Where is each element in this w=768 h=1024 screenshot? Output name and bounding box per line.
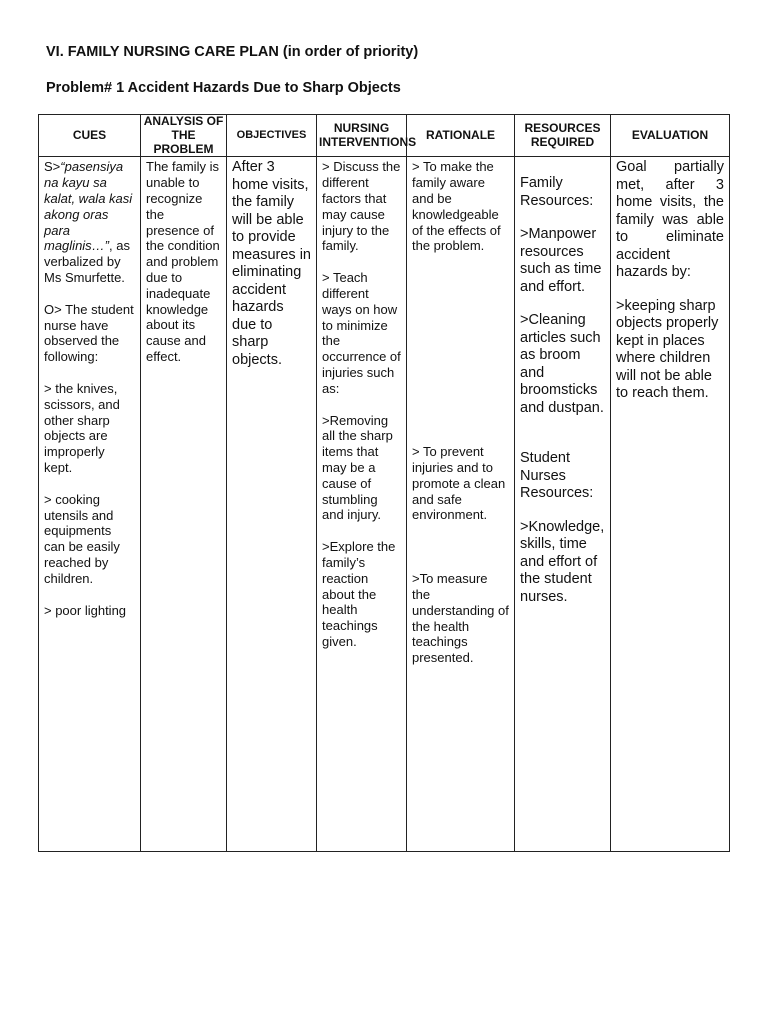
intervention-item: >Explore the family’s reaction about the health teachings given.: [322, 539, 396, 649]
rationale-item: > To make the family aware and be knowledgeable of the effects of the problem.: [412, 159, 501, 254]
section-title: VI. FAMILY NURSING CARE PLAN (in order of priority): [46, 44, 419, 60]
resource-item: Student Nurses Resources:: [520, 450, 594, 502]
objective-cue: O> The student nurse have observed the following:: [44, 301, 134, 365]
header-interventions: NURSING INTERVENTIONS: [317, 115, 407, 157]
cue-item: > poor lighting: [44, 602, 127, 618]
header-rationale: RATIONALE: [407, 115, 515, 157]
cue-item: > the knives, scissors, and other sharp objects are improperly kept.: [44, 380, 120, 475]
objectives-text: After 3 home visits, the family will be able to provide measures in eliminating accident hazards due to sharp objects.: [232, 159, 311, 368]
rationale-item: >To measure the understanding of the health teachings presented.: [412, 571, 509, 666]
table-row: [39, 157, 730, 852]
problem-title: Problem# 1 Accident Hazards Due to Sharp Objects: [46, 80, 401, 96]
resources-cell: [515, 157, 611, 852]
cues-cell: [39, 157, 141, 852]
subjective-cue: [44, 159, 135, 285]
header-cues: CUES: [39, 115, 141, 157]
evaluation-item: >keeping sharp objects properly kept in places where children will not be able to reach them.: [616, 297, 719, 402]
evaluation-cell: [611, 157, 730, 852]
rationale-cell: [407, 157, 515, 852]
rationale-item: > To prevent injuries and to promote a clean and safe environment.: [412, 444, 506, 523]
analysis-text: The family is unable to recognize the presence of the condition and problem due to inadequate knowledge about its cause and effect.: [146, 159, 220, 364]
header-evaluation: EVALUATION: [611, 115, 730, 157]
resource-item: >Knowledge, skills, time and effort of the student nurses.: [520, 518, 605, 605]
table-header-row: [39, 115, 730, 157]
subjective-suffix: , as verbalized by Ms Smurfette.: [44, 238, 130, 285]
resource-item: >Cleaning articles such as broom and broomsticks and dustpan.: [520, 312, 604, 416]
objectives-cell: [227, 157, 317, 852]
intervention-item: > Discuss the different factors that may cause injury to the family.: [322, 159, 401, 254]
subjective-prefix: S>: [44, 159, 61, 175]
care-plan-table: [38, 114, 730, 852]
interventions-cell: [317, 157, 407, 852]
subjective-quote: “pasensiya na kayu sa kalat, wala kasi akong oras para maglinis…”: [44, 159, 133, 254]
analysis-cell: [141, 157, 227, 852]
resource-item: >Manpower resources such as time and effort.: [520, 226, 602, 295]
cue-item: > cooking utensils and equipments can be easily reached by children.: [44, 491, 120, 586]
header-objectives: OBJECTIVES: [227, 115, 317, 157]
header-resources: RESOURCES REQUIRED: [515, 115, 611, 157]
intervention-item: > Teach different ways on how to minimize the occurrence of injuries such as:: [322, 270, 401, 396]
resource-item: Family Resources:: [520, 175, 594, 209]
header-analysis: ANALYSIS OF THE PROBLEM: [141, 115, 227, 157]
intervention-item: >Removing all the sharp items that may be a cause of stumbling and injury.: [322, 412, 393, 523]
evaluation-item: Goal partially met, after 3 home visits, the family was able to eliminate accident hazards by:: [616, 159, 724, 281]
